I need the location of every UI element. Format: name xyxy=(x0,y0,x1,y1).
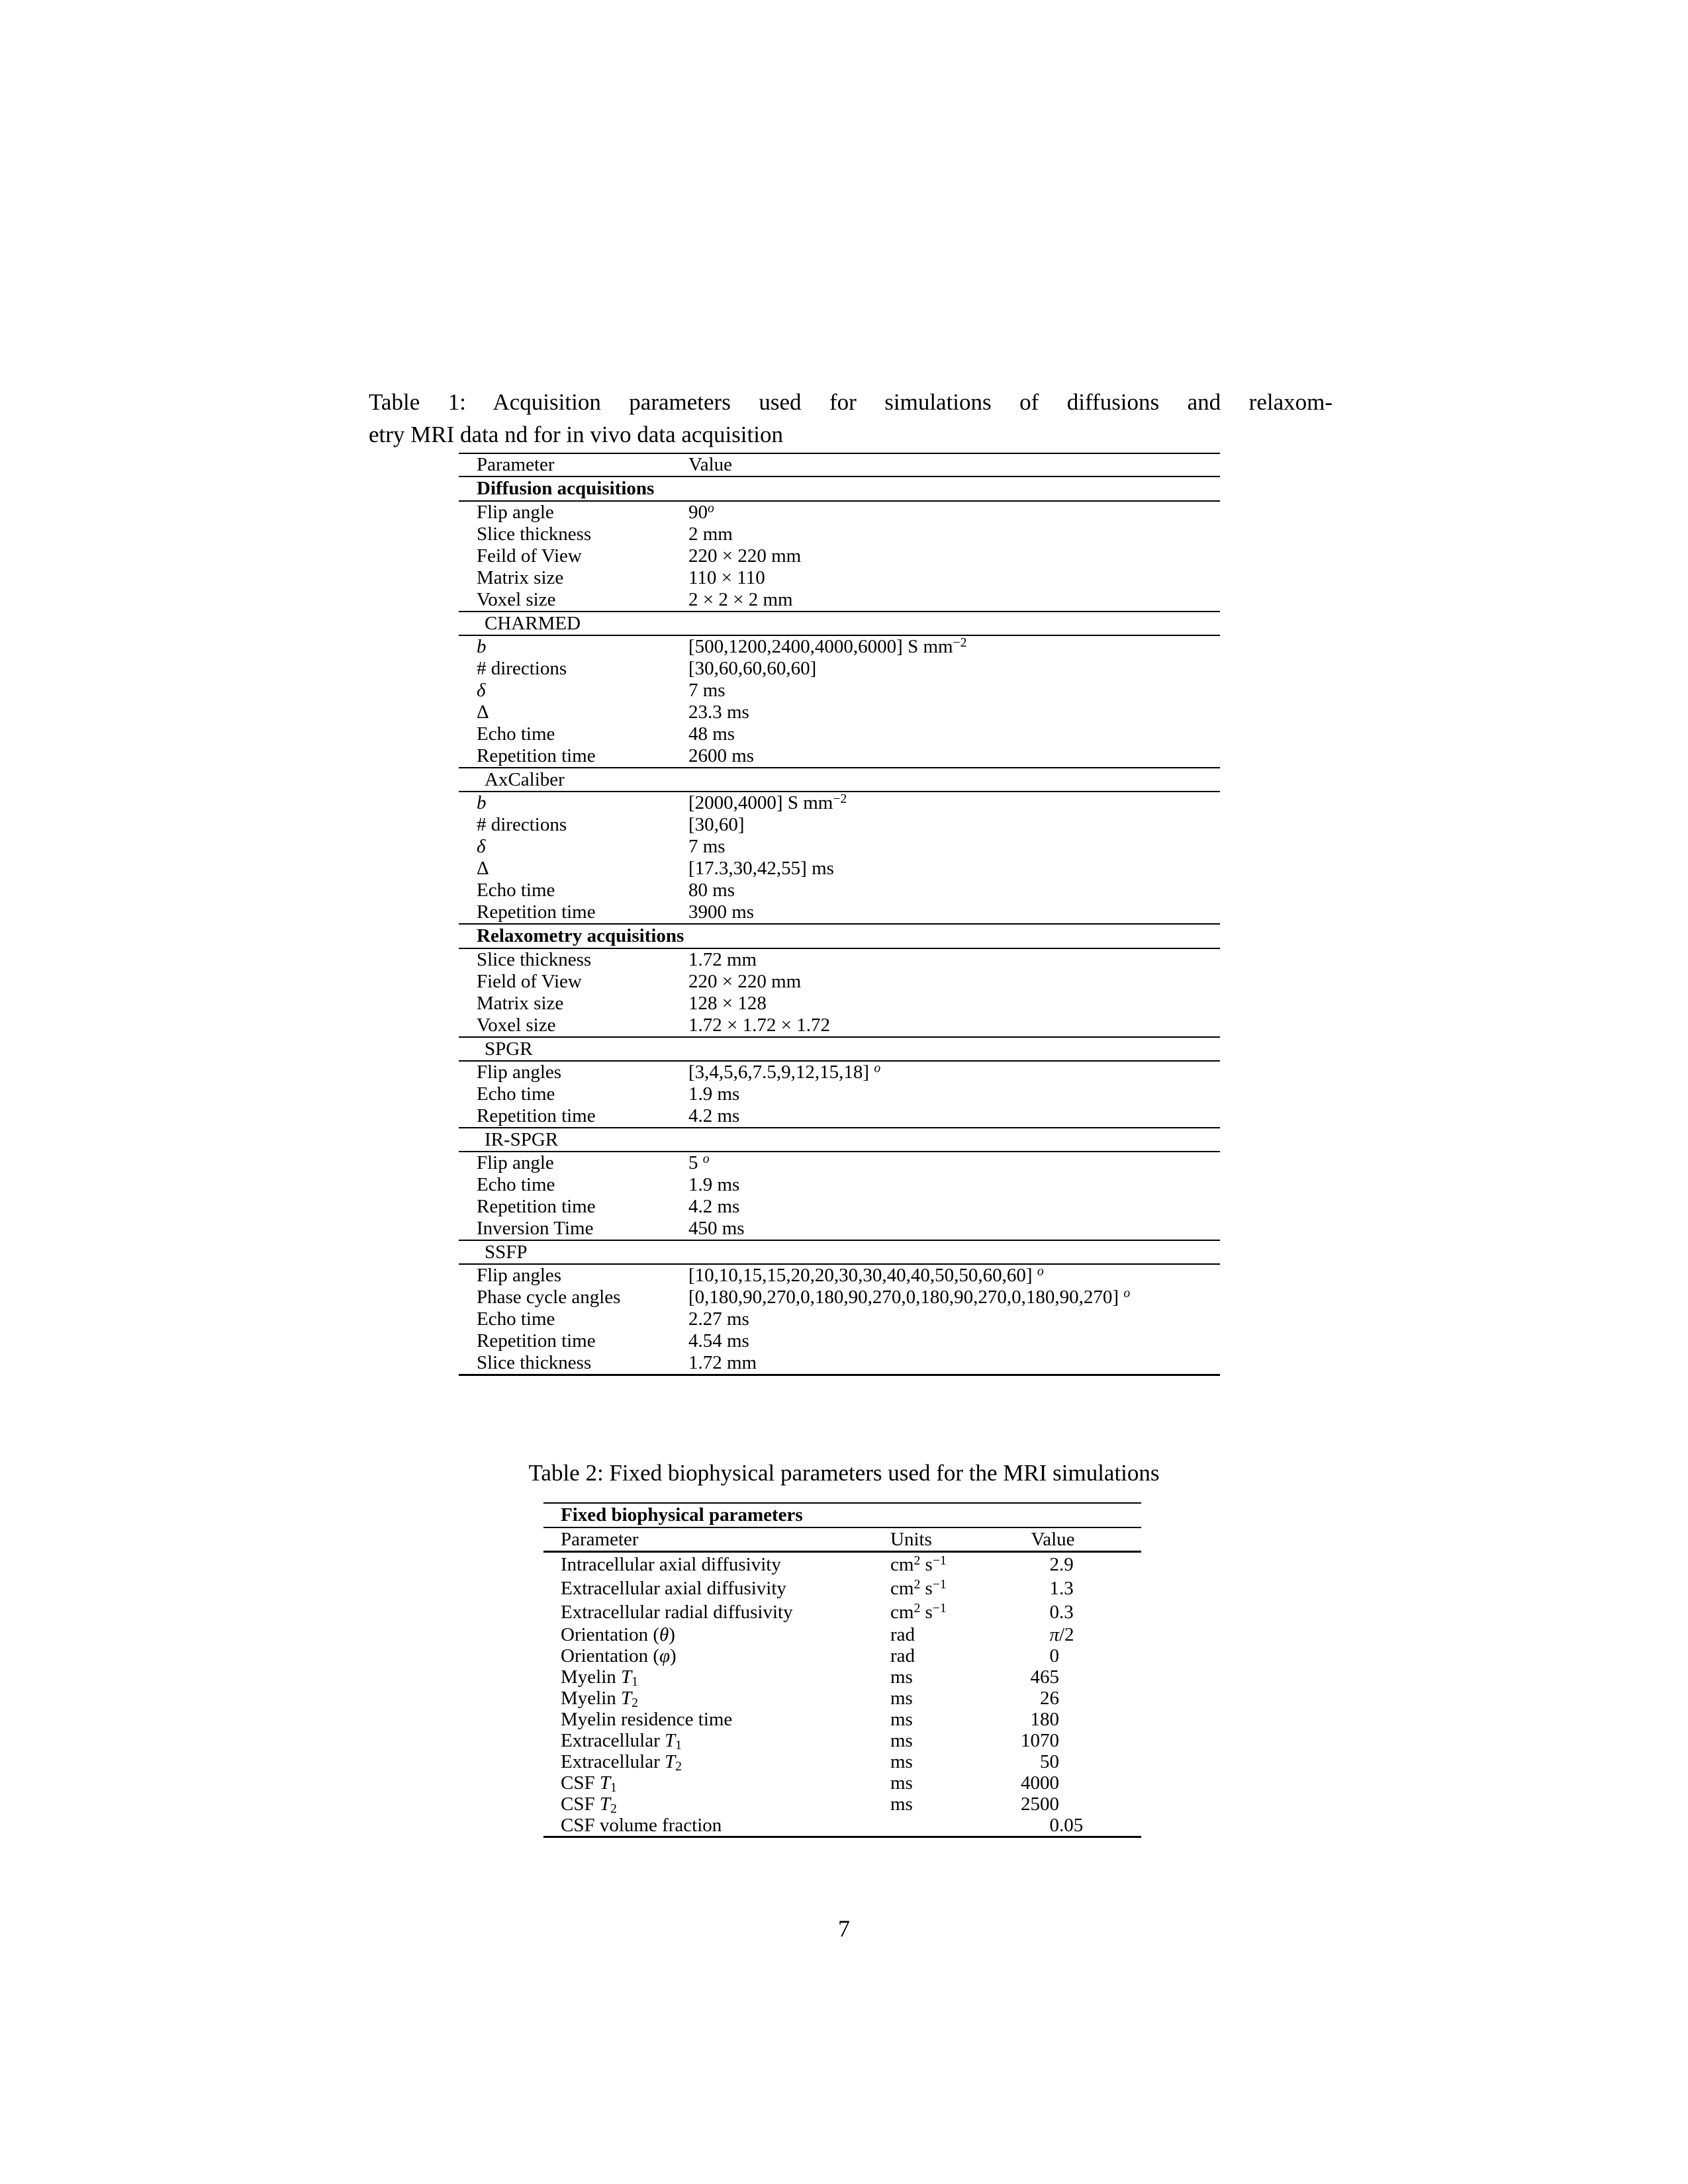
parameter-cell: Myelin T1 xyxy=(561,1666,639,1690)
parameter-cell: Echo time xyxy=(477,1083,555,1105)
value-cell xyxy=(991,1710,1141,1729)
value-cell: [0,180,90,270,0,180,90,270,0,180,90,270,0,180,90,270] $^o$ xyxy=(688,1286,1131,1308)
parameter-cell: Repetition time xyxy=(477,1330,596,1351)
units-cell: ms xyxy=(890,1708,913,1730)
table-row xyxy=(459,680,1220,702)
table-row xyxy=(459,901,1220,923)
value-integer-part: 465 xyxy=(1030,1666,1059,1688)
value-decimal-part: .05 xyxy=(1059,1814,1084,1836)
value-cell xyxy=(991,1647,1141,1666)
value-cell: 2 mm xyxy=(688,523,733,545)
table-row xyxy=(543,1688,1141,1709)
value-cell xyxy=(991,1579,1141,1598)
parameter-cell: Echo time xyxy=(477,723,555,745)
value-cell: 110 × 110 xyxy=(688,567,765,588)
table-row xyxy=(459,971,1220,993)
parameter-cell: Voxel size xyxy=(477,589,556,610)
table-row xyxy=(459,1062,1220,1083)
table-rule xyxy=(459,1374,1220,1376)
units-header-cell: Units xyxy=(890,1528,932,1550)
value-cell: 128 × 128 xyxy=(688,993,767,1014)
value-cell: [30,60,60,60,60] xyxy=(688,658,817,679)
value-cell: 2600 ms xyxy=(688,745,755,766)
table-row xyxy=(459,1196,1220,1218)
units-cell: $cm^2$ $s^{-1}$ xyxy=(890,1553,947,1575)
value-integer-part: 2500 xyxy=(1021,1793,1059,1815)
table-row xyxy=(459,949,1220,971)
table-row xyxy=(459,1015,1220,1036)
value-cell xyxy=(991,1555,1141,1574)
value-cell xyxy=(991,1625,1141,1645)
table-row xyxy=(459,523,1220,545)
units-cell: ms xyxy=(890,1687,913,1709)
table-rule xyxy=(543,1836,1141,1838)
section-header-row xyxy=(459,925,1220,948)
table1-caption-line1: Table 1: Acquisition parameters used for simulations of diffusions and relaxom- xyxy=(369,389,1333,415)
value-cell: 1.72 mm xyxy=(688,949,757,970)
value-cell: 1.9 ms xyxy=(688,1174,740,1195)
parameter-cell: Echo time xyxy=(477,1174,555,1195)
units-cell: rad xyxy=(890,1645,915,1666)
value-cell: [10,10,15,15,20,20,30,30,40,40,50,50,60,60] $^o$ xyxy=(688,1264,1044,1286)
parameter-cell: Orientation (θ) xyxy=(561,1623,675,1645)
table-row xyxy=(459,723,1220,745)
units-cell: ms xyxy=(890,1772,913,1794)
parameter-cell: CSF T2 xyxy=(561,1793,617,1817)
parameter-cell: Flip angle xyxy=(477,502,554,523)
parameter-cell: Extracellular radial diffusivity xyxy=(561,1601,793,1623)
parameter-cell: Δ xyxy=(477,858,489,879)
parameter-cell: Voxel size xyxy=(477,1015,556,1036)
value-cell: 220 × 220 mm xyxy=(688,545,802,567)
value-header-label: Value xyxy=(1031,1528,1075,1550)
table2-caption: Table 2: Fixed biophysical parameters used for the MRI simulations xyxy=(528,1460,1160,1486)
table-row xyxy=(543,1751,1141,1772)
value-cell xyxy=(991,1795,1141,1814)
value-header-cell xyxy=(991,1530,1141,1549)
parameter-cell: Feild of View xyxy=(477,545,582,567)
units-cell: ms xyxy=(890,1729,913,1751)
table-row xyxy=(459,836,1220,858)
value-integer-part: 50 xyxy=(1040,1751,1059,1772)
parameter-cell: Slice thickness xyxy=(477,1352,592,1373)
table1-caption xyxy=(369,386,1333,451)
value-cell: [30,60] xyxy=(688,814,745,835)
table-row xyxy=(459,502,1220,523)
parameter-cell: Slice thickness xyxy=(477,523,592,545)
table-row xyxy=(543,1709,1141,1730)
section-header-row xyxy=(459,768,1220,791)
table-row xyxy=(459,702,1220,723)
table-row xyxy=(459,858,1220,880)
value-integer-part: 0 xyxy=(1049,1601,1059,1623)
parameter-cell: Flip angles xyxy=(477,1265,562,1286)
value-cell: 4.2 ms xyxy=(688,1105,740,1126)
parameter-cell: b xyxy=(477,636,487,657)
parameter-cell: Echo time xyxy=(477,1308,555,1330)
parameter-cell: Phase cycle angles xyxy=(477,1287,621,1308)
value-integer-part: 180 xyxy=(1030,1708,1059,1730)
table-row xyxy=(459,1174,1220,1196)
table-row xyxy=(459,1083,1220,1105)
section-header-row xyxy=(459,1128,1220,1151)
section-header-row xyxy=(459,1038,1220,1060)
section-header: SSFP xyxy=(485,1241,528,1263)
table-row xyxy=(459,1330,1220,1352)
value-decimal-part: /2 xyxy=(1059,1623,1074,1645)
table-row xyxy=(543,1794,1141,1815)
section-header-row xyxy=(543,1504,1141,1527)
parameter-cell: Intracellular axial diffusivity xyxy=(561,1553,781,1575)
parameter-cell: δ xyxy=(477,680,486,701)
table-row xyxy=(459,1152,1220,1174)
table-row xyxy=(459,1218,1220,1240)
table-row xyxy=(459,1308,1220,1330)
value-cell: 48 ms xyxy=(688,723,735,745)
value-cell: Value xyxy=(688,454,733,475)
parameter-cell: Matrix size xyxy=(477,993,564,1014)
parameter-cell: CSF T1 xyxy=(561,1772,617,1796)
value-integer-part: 0 xyxy=(1049,1814,1059,1836)
parameter-cell: Repetition time xyxy=(477,745,596,766)
value-integer-part: 1070 xyxy=(1021,1729,1059,1751)
value-integer-part: 2 xyxy=(1049,1553,1059,1575)
table-row xyxy=(543,1815,1141,1836)
parameter-cell: Orientation (φ) xyxy=(561,1645,677,1666)
page-number: 7 xyxy=(838,1915,850,1942)
value-cell xyxy=(991,1774,1141,1793)
table-header-row xyxy=(543,1528,1141,1551)
units-cell: ms xyxy=(890,1793,913,1815)
value-integer-part: 1 xyxy=(1049,1577,1059,1599)
value-decimal-part xyxy=(1059,1689,1141,1708)
parameter-cell: Repetition time xyxy=(477,901,596,923)
table-row xyxy=(459,567,1220,589)
parameter-cell: Flip angles xyxy=(477,1062,562,1083)
table-row xyxy=(459,1265,1220,1287)
parameter-cell: Flip angle xyxy=(477,1152,554,1173)
table-row xyxy=(459,745,1220,767)
value-cell: 5 $^o$ xyxy=(688,1152,710,1173)
value-cell: 2 × 2 × 2 mm xyxy=(688,589,793,610)
value-cell xyxy=(991,1603,1141,1622)
value-decimal-part xyxy=(1059,1752,1141,1772)
parameter-cell: Extracellular axial diffusivity xyxy=(561,1577,786,1599)
value-cell xyxy=(991,1668,1141,1687)
parameter-cell: Repetition time xyxy=(477,1196,596,1217)
table-row xyxy=(459,792,1220,814)
value-cell: 1.72 mm xyxy=(688,1352,757,1373)
value-decimal-part: .3 xyxy=(1059,1577,1074,1599)
table-row xyxy=(459,545,1220,567)
value-cell: 1.9 ms xyxy=(688,1083,740,1105)
value-cell: [3,4,5,6,7.5,9,12,15,18] $^o$ xyxy=(688,1061,881,1083)
parameter-cell: b xyxy=(477,792,487,813)
section-header: Relaxometry acquisitions xyxy=(477,925,684,946)
value-integer-part: 0 xyxy=(1049,1645,1059,1666)
value-cell: 2.27 ms xyxy=(688,1308,749,1330)
value-decimal-part xyxy=(1059,1668,1141,1687)
parameter-cell: # directions xyxy=(477,814,567,835)
parameter-cell: # directions xyxy=(477,658,567,679)
section-header-row xyxy=(459,477,1220,500)
value-cell xyxy=(991,1816,1141,1835)
parameter-cell: Inversion Time xyxy=(477,1218,594,1239)
section-header: SPGR xyxy=(485,1038,533,1060)
section-header: IR-SPGR xyxy=(485,1128,559,1150)
parameter-cell: δ xyxy=(477,836,486,857)
parameter-cell: Δ xyxy=(477,702,489,723)
table1-caption-line2: etry MRI data nd for in vivo data acquisition xyxy=(369,422,783,447)
units-cell: rad xyxy=(890,1623,915,1645)
table-row xyxy=(459,454,1220,476)
value-decimal-part xyxy=(1059,1710,1141,1729)
value-cell: [17.3,30,42,55] ms xyxy=(688,858,834,879)
table-row xyxy=(543,1553,1141,1576)
section-header-row xyxy=(459,1241,1220,1263)
units-cell: $cm^2$ $s^{-1}$ xyxy=(890,1600,947,1623)
parameter-cell: Myelin residence time xyxy=(561,1708,733,1730)
value-cell xyxy=(991,1752,1141,1772)
table-row xyxy=(459,1105,1220,1127)
value-cell: 23.3 ms xyxy=(688,702,749,723)
parameter-cell: Extracellular T2 xyxy=(561,1751,682,1774)
value-decimal-part xyxy=(1059,1647,1141,1666)
value-cell: 4.54 ms xyxy=(688,1330,749,1351)
value-cell: 3900 ms xyxy=(688,901,755,923)
section-header: Fixed biophysical parameters xyxy=(561,1504,803,1525)
value-cell: 220 × 220 mm xyxy=(688,971,802,992)
table-row xyxy=(543,1645,1141,1666)
value-decimal-part: .9 xyxy=(1059,1553,1074,1575)
section-header: AxCaliber xyxy=(485,768,565,790)
value-decimal-part xyxy=(1059,1731,1141,1751)
parameter-cell: Echo time xyxy=(477,880,555,901)
parameter-cell: Parameter xyxy=(477,454,555,475)
value-decimal-part xyxy=(1059,1795,1141,1814)
value-cell: 80 ms xyxy=(688,880,735,901)
table-row xyxy=(459,993,1220,1015)
table-row xyxy=(543,1772,1141,1794)
parameter-cell: Matrix size xyxy=(477,567,564,588)
value-integer-part: π xyxy=(1049,1623,1059,1645)
value-integer-part: 26 xyxy=(1040,1687,1059,1709)
table-row xyxy=(543,1624,1141,1645)
value-integer-part: 4000 xyxy=(1021,1772,1059,1794)
parameter-cell: Myelin T2 xyxy=(561,1687,639,1711)
table-row xyxy=(459,1352,1220,1374)
fixed-biophysical-parameters-table xyxy=(543,1502,1141,1838)
parameter-cell: CSF volume fraction xyxy=(561,1814,722,1836)
units-cell: ms xyxy=(890,1751,913,1772)
parameter-header-cell: Parameter xyxy=(561,1528,639,1550)
units-cell: ms xyxy=(890,1666,913,1688)
section-header-row xyxy=(459,612,1220,635)
parameter-cell: Extracellular T1 xyxy=(561,1729,682,1753)
section-header: Diffusion acquisitions xyxy=(477,478,655,499)
value-cell: 90$^o$ xyxy=(688,501,714,523)
table-row xyxy=(543,1576,1141,1600)
value-cell: 7 ms xyxy=(688,836,726,857)
value-cell: [2000,4000] S $mm^{-2}$ xyxy=(688,792,847,813)
units-cell: $cm^2$ $s^{-1}$ xyxy=(890,1576,947,1599)
table-row xyxy=(543,1730,1141,1751)
table-row xyxy=(543,1600,1141,1624)
table-row xyxy=(459,589,1220,611)
parameter-cell: Field of View xyxy=(477,971,582,992)
table-row xyxy=(459,880,1220,901)
table-row xyxy=(543,1666,1141,1688)
table-row xyxy=(459,1287,1220,1308)
value-cell: 450 ms xyxy=(688,1218,745,1239)
section-header: CHARMED xyxy=(485,612,581,634)
value-cell: 7 ms xyxy=(688,680,726,701)
table-row xyxy=(459,814,1220,836)
value-cell xyxy=(991,1689,1141,1708)
value-cell: 4.2 ms xyxy=(688,1196,740,1217)
value-cell xyxy=(991,1731,1141,1751)
acquisition-parameters-table xyxy=(459,453,1220,1376)
value-decimal-part xyxy=(1059,1774,1141,1793)
value-cell: 1.72 × 1.72 × 1.72 xyxy=(688,1015,830,1036)
parameter-cell: Slice thickness xyxy=(477,949,592,970)
table-row xyxy=(459,636,1220,658)
table-row xyxy=(459,658,1220,680)
value-decimal-part: .3 xyxy=(1059,1601,1074,1623)
value-cell: [500,1200,2400,4000,6000] S $mm^{-2}$ xyxy=(688,635,967,657)
parameter-cell: Repetition time xyxy=(477,1105,596,1126)
